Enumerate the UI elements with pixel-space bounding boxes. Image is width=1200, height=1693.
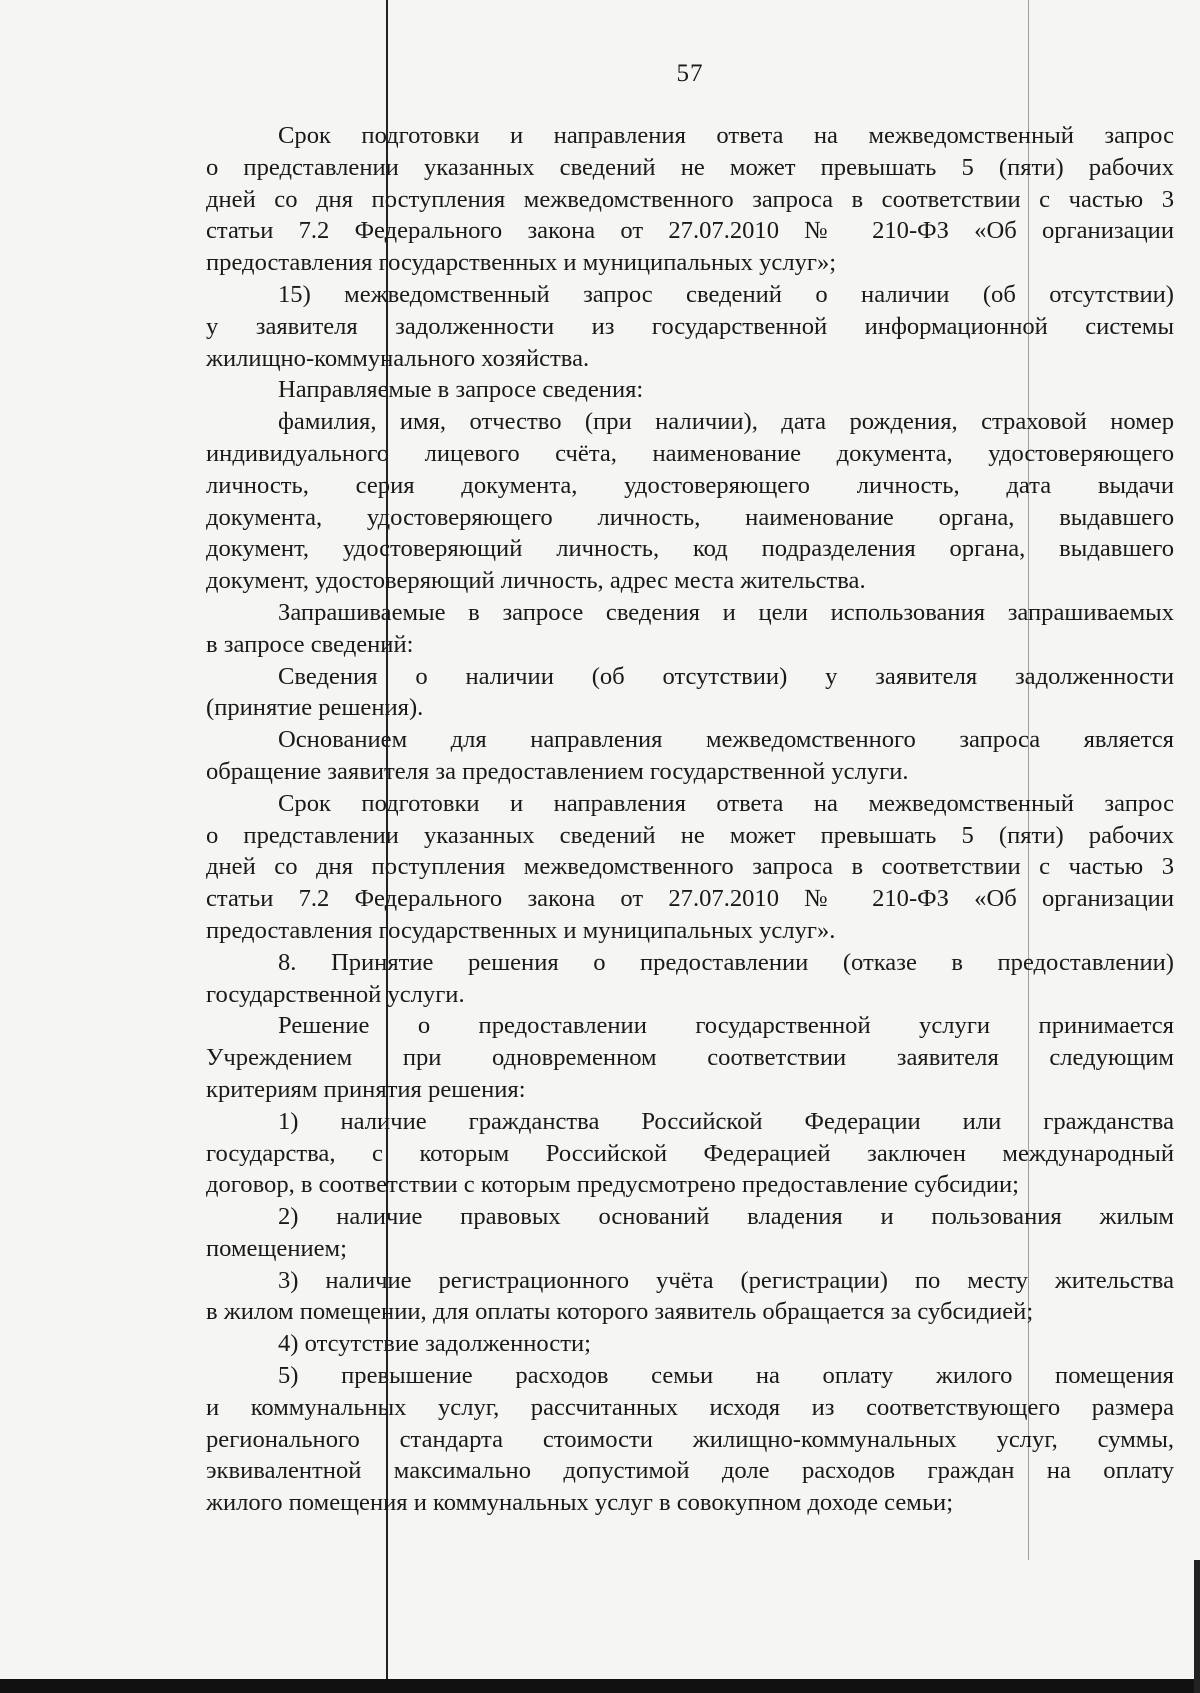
paragraph xyxy=(206,406,1174,597)
text-line: дней со дня поступления межведомственного запроса в соответствии с частью 3 xyxy=(206,853,1174,881)
text-line: 2) наличие правовых оснований владения и пользования жилым xyxy=(278,1203,1174,1231)
text-line: Учреждением при одновременном соответствии заявителя следующим xyxy=(206,1044,1174,1072)
paragraph xyxy=(206,724,1174,788)
text-line: Решение о предоставлении государственной услуги принимается xyxy=(278,1012,1174,1040)
text-line: 1) наличие гражданства Российской Федерации или гражданства xyxy=(278,1107,1174,1135)
paragraph xyxy=(206,1106,1174,1201)
paragraph xyxy=(206,120,1174,279)
text-line: эквивалентной максимально допустимой доле расходов граждан на оплату xyxy=(206,1457,1174,1485)
text-line: предоставления государственных и муниципальных услуг»; xyxy=(206,249,837,277)
text-line: Сведения о наличии (об отсутствии) у заявителя задолженности xyxy=(278,662,1174,690)
document-body xyxy=(206,120,1174,1519)
paragraph xyxy=(206,661,1174,725)
paragraph xyxy=(206,597,1174,661)
text-line: предоставления государственных и муниципальных услуг». xyxy=(206,916,836,944)
text-line: (принятие решения). xyxy=(206,694,424,722)
paragraph xyxy=(206,1265,1174,1329)
text-line: Срок подготовки и направления ответа на межведомственный запрос xyxy=(278,122,1174,149)
text-line: в жилом помещении, для оплаты которого заявитель обращается за субсидией; xyxy=(206,1298,1034,1326)
paragraph xyxy=(206,788,1174,947)
text-line: жилищно-коммунального хозяйства. xyxy=(206,344,590,372)
text-line: критериям принятия решения: xyxy=(206,1075,526,1103)
paragraph xyxy=(206,1201,1174,1265)
text-line: дней со дня поступления межведомственного запроса в соответствии с частью 3 xyxy=(206,185,1174,213)
text-line: Направляемые в запросе сведения: xyxy=(278,376,644,404)
text-line: у заявителя задолженности из государственной информационной системы xyxy=(206,312,1174,340)
text-line: индивидуального лицевого счёта, наименование документа, удостоверяющего xyxy=(206,439,1174,467)
text-line: жилого помещения и коммунальных услуг в совокупном доходе семьи; xyxy=(206,1489,954,1517)
text-line: в запросе сведений: xyxy=(206,630,414,658)
paragraph xyxy=(206,1010,1174,1105)
paragraph xyxy=(206,1328,1174,1360)
text-line: государства, с которым Российской Федерацией заключен международный xyxy=(206,1139,1174,1167)
text-line: обращение заявителя за предоставлением государственной услуги. xyxy=(206,757,909,785)
text-line: 8. Принятие решения о предоставлении (отказе в предоставлении) xyxy=(278,948,1174,976)
text-line: Основанием для направления межведомственного запроса является xyxy=(278,726,1174,754)
text-line: о представлении указанных сведений не может превышать 5 (пяти) рабочих xyxy=(206,153,1174,181)
text-line: статьи 7.2 Федерального закона от 27.07.2010 № 210-ФЗ «Об организации xyxy=(206,217,1174,245)
text-line: 3) наличие регистрационного учёта (регистрации) по месту жительства xyxy=(278,1266,1174,1294)
text-line: 5) превышение расходов семьи на оплату жилого помещения xyxy=(278,1362,1174,1390)
text-line: фамилия, имя, отчество (при наличии), дата рождения, страховой номер xyxy=(278,408,1174,436)
text-line: о представлении указанных сведений не может превышать 5 (пяти) рабочих xyxy=(206,821,1174,849)
text-line: 15) межведомственный запрос сведений о наличии (об отсутствии) xyxy=(278,280,1174,308)
text-line: и коммунальных услуг, рассчитанных исходя из соответствующего размера xyxy=(206,1393,1174,1421)
paragraph xyxy=(206,1360,1174,1519)
text-line: 4) отсутствие задолженности; xyxy=(278,1330,591,1358)
scan-right-edge xyxy=(1194,1560,1200,1693)
paragraph xyxy=(206,279,1174,374)
text-line: личность, серия документа, удостоверяющего личность, дата выдачи xyxy=(206,471,1174,499)
text-line: документа, удостоверяющего личность, наименование органа, выдавшего xyxy=(206,503,1174,531)
text-line: Запрашиваемые в запросе сведения и цели использования запрашиваемых xyxy=(278,598,1174,626)
text-line: регионального стандарта стоимости жилищно-коммунальных услуг, суммы, xyxy=(206,1425,1174,1453)
text-line: Срок подготовки и направления ответа на межведомственный запрос xyxy=(278,789,1174,817)
text-line: документ, удостоверяющий личность, адрес места жительства. xyxy=(206,567,866,595)
text-line: договор, в соответствии с которым предусмотрено предоставление субсидии; xyxy=(206,1171,1019,1199)
paragraph xyxy=(206,374,1174,406)
text-line: помещением; xyxy=(206,1234,347,1262)
page-number: 57 xyxy=(676,60,704,87)
text-line: государственной услуги. xyxy=(206,980,465,1008)
text-line: статьи 7.2 Федерального закона от 27.07.2010 № 210-ФЗ «Об организации xyxy=(206,885,1174,913)
scan-bottom-edge xyxy=(0,1679,1200,1693)
paragraph xyxy=(206,947,1174,1011)
text-line: документ, удостоверяющий личность, код подразделения органа, выдавшего xyxy=(206,535,1174,563)
